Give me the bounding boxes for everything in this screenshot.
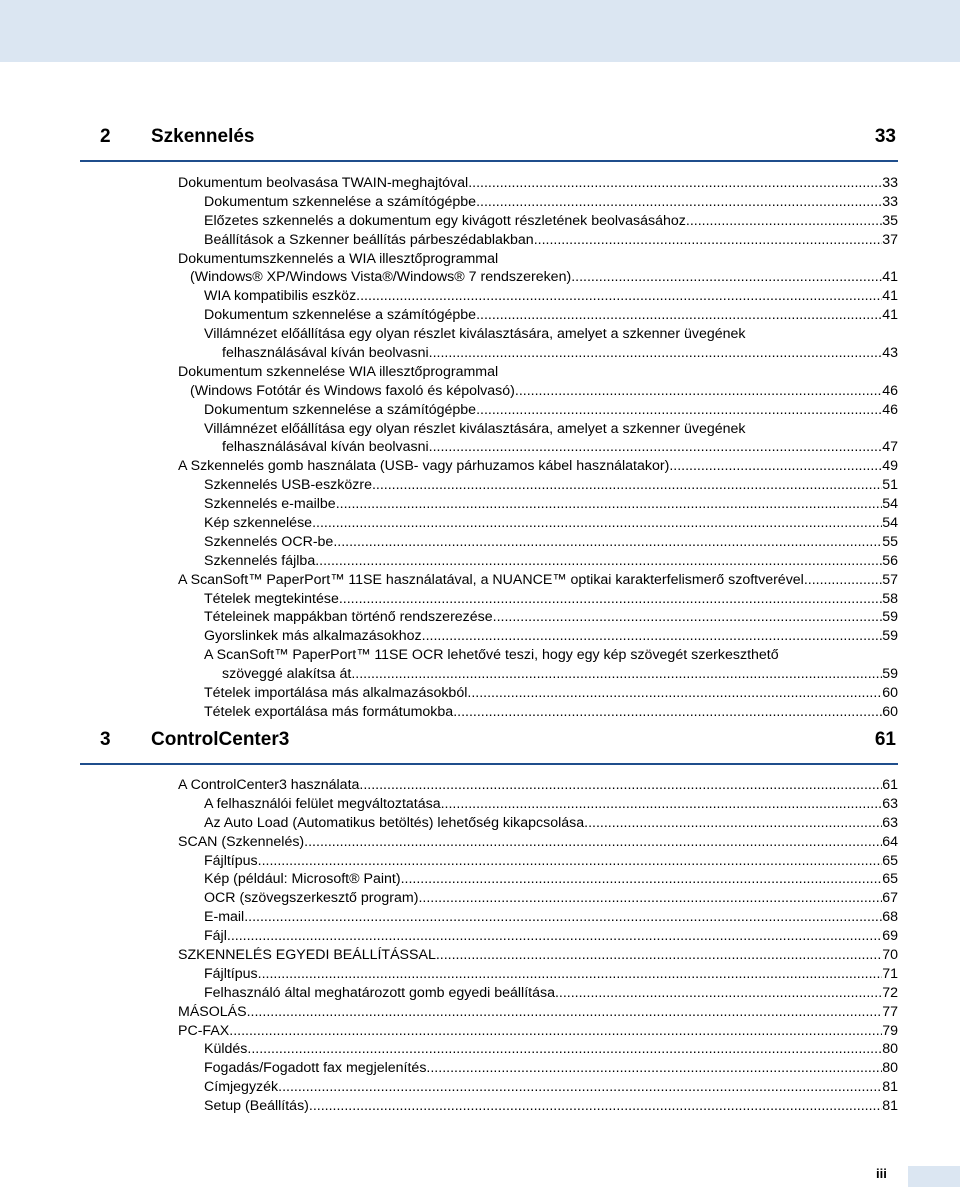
footer-tab	[908, 1166, 960, 1187]
dot-leader	[555, 984, 882, 1003]
toc-entry-label: Fájl	[204, 928, 227, 945]
toc-entry-page: 79	[882, 1022, 898, 1039]
dot-leader	[436, 946, 882, 965]
toc-entry[interactable]	[204, 552, 898, 571]
dot-leader	[359, 776, 882, 795]
toc-entry-label: MÁSOLÁS	[178, 1003, 247, 1020]
toc-entry[interactable]	[204, 193, 898, 212]
chapter-title: ControlCenter3	[151, 729, 290, 750]
dot-leader	[441, 795, 883, 814]
toc-entry-page: 54	[882, 515, 898, 532]
dot-leader	[244, 908, 882, 927]
toc-entry-page: 72	[882, 984, 898, 1001]
toc-entry[interactable]	[178, 1003, 898, 1022]
dot-leader	[372, 476, 882, 495]
chapter-heading-3	[80, 723, 898, 765]
toc-entry[interactable]	[222, 665, 898, 684]
toc-entry[interactable]	[204, 401, 898, 420]
toc-entry-page: 65	[882, 871, 898, 888]
toc-entry-label: Szkennelés OCR-be	[204, 533, 334, 550]
toc-entry[interactable]	[204, 852, 898, 871]
dot-leader	[418, 889, 882, 908]
toc-entry[interactable]	[178, 174, 898, 193]
toc-entry-page: 65	[882, 852, 898, 869]
footer-page-number: iii	[876, 1166, 887, 1181]
dot-leader	[669, 457, 882, 476]
toc-entry-continuation: felhasználásával kíván beolvasni	[222, 439, 429, 456]
toc-entry-label: Fájltípus	[204, 852, 258, 869]
toc-entry-page: 63	[882, 795, 898, 812]
toc-entry-label: A ControlCenter3 használata	[178, 777, 360, 793]
toc-entry-page: 59	[882, 628, 898, 645]
toc-entry-continuation: (Windows Fotótár és Windows faxoló és képolvasó)	[190, 382, 515, 399]
dot-leader	[429, 438, 883, 457]
dot-leader	[258, 965, 883, 984]
toc-entry-page: 81	[882, 1079, 898, 1096]
dot-leader	[429, 344, 883, 363]
toc-entry[interactable]	[204, 533, 898, 552]
toc-entry-label: Az Auto Load (Automatikus betöltés) lehetőség kikapcsolása	[204, 814, 585, 831]
toc-entry-page: 60	[882, 703, 898, 720]
toc-entry-label[interactable]: Dokumentumszkennelés a WIA illesztőprogrammal	[178, 250, 499, 267]
toc-entry-label: PC-FAX	[178, 1022, 230, 1039]
dot-leader	[493, 608, 883, 627]
top-header-bar	[0, 0, 960, 62]
toc-entry[interactable]	[178, 776, 898, 795]
dot-leader	[534, 231, 883, 250]
toc-entry-label: Tételek importálása más alkalmazásokból	[204, 685, 468, 702]
toc-entry-label[interactable]: Dokumentum szkennelése WIA illesztőprogrammal	[178, 363, 499, 380]
dot-leader	[312, 514, 882, 533]
toc-entry-page: 33	[882, 193, 898, 210]
toc-entry-page: 41	[882, 307, 898, 324]
toc-entry[interactable]	[204, 965, 898, 984]
toc-entry-label[interactable]: A ScanSoft™ PaperPort™ 11SE OCR lehetővé teszi, hogy egy kép szövegét szerkeszthető	[204, 647, 779, 664]
toc-entry-page: 70	[882, 947, 898, 964]
toc-entry-label: Küldés	[204, 1041, 248, 1058]
dot-leader	[247, 1003, 883, 1022]
toc-entry-label: Szkennelés fájlba	[204, 552, 316, 569]
toc-entry-page: 49	[882, 458, 898, 475]
toc-entry[interactable]	[204, 1097, 898, 1116]
toc-entry[interactable]	[204, 908, 898, 927]
toc-entry-label: Dokumentum szkennelése a számítógépbe	[204, 401, 477, 418]
toc-entry[interactable]	[204, 889, 898, 908]
chapter-number: 2	[100, 126, 111, 147]
toc-entry-label: Dokumentum szkennelése a számítógépbe	[204, 193, 477, 210]
toc-entry-page: 33	[882, 175, 898, 191]
toc-entry[interactable]	[178, 946, 898, 965]
toc-entry-page: 35	[882, 212, 898, 229]
toc-entry-label: Gyorslinkek más alkalmazásokhoz	[204, 628, 422, 645]
toc-entry-label: Címjegyzék	[204, 1079, 279, 1096]
toc-entry[interactable]	[178, 571, 898, 590]
toc-entry-page: 59	[882, 666, 898, 683]
toc-entry[interactable]	[204, 495, 898, 514]
dot-leader	[401, 870, 883, 889]
toc-entry-label: OCR (szövegszerkesztő program)	[204, 890, 419, 907]
dot-leader	[468, 174, 882, 193]
toc-entry[interactable]	[204, 287, 898, 306]
toc-entry-label: A felhasználói felület megváltoztatása	[204, 795, 441, 812]
toc-entry[interactable]	[190, 268, 898, 287]
toc-list-chapter-3	[0, 776, 960, 1116]
dot-leader	[584, 814, 882, 833]
toc-entry[interactable]	[178, 833, 898, 852]
toc-entry[interactable]	[204, 212, 898, 231]
toc-entry-page: 51	[882, 477, 898, 494]
chapter-page: 61	[874, 729, 896, 750]
toc-entry-label: Felhasználó által meghatározott gomb egyedi beállítása	[204, 984, 555, 1001]
toc-entry-page: 43	[882, 345, 898, 362]
dot-leader	[356, 287, 882, 306]
toc-entry-page: 68	[882, 909, 898, 926]
toc-entry[interactable]	[178, 457, 898, 476]
toc-entry-label: E-mail	[204, 909, 245, 926]
toc-entry[interactable]	[204, 476, 898, 495]
toc-entry-label: Tételeinek mappákban történő rendszerezése	[204, 609, 493, 626]
dot-leader	[426, 1059, 882, 1078]
toc-entry-page: 80	[882, 1041, 898, 1058]
toc-entry[interactable]	[204, 984, 898, 1003]
toc-entry-page: 37	[882, 231, 898, 248]
toc-entry[interactable]	[204, 306, 898, 325]
toc-entry-continuation: szöveggé alakítsa át	[222, 666, 352, 683]
toc-entry-page: 41	[882, 288, 898, 305]
dot-leader	[476, 401, 882, 420]
chapter-page: 33	[874, 126, 896, 147]
toc-entry-page: 69	[882, 928, 898, 945]
dot-leader	[247, 1040, 882, 1059]
toc-entry[interactable]	[204, 1040, 898, 1059]
toc-entry[interactable]	[222, 438, 898, 457]
toc-entry-page: 46	[882, 401, 898, 418]
chapter-number: 3	[100, 729, 111, 750]
dot-leader	[515, 382, 882, 401]
toc-entry[interactable]	[204, 795, 898, 814]
dot-leader	[804, 571, 882, 590]
toc-entry-label[interactable]: Villámnézet előállítása egy olyan részlet kiválasztására, amelyet a szkenner üvegének	[204, 326, 746, 343]
dot-leader	[476, 193, 882, 212]
toc-entry-label: Beállítások a Szkenner beállítás párbeszédablakban	[204, 231, 534, 248]
toc-entry[interactable]	[204, 231, 898, 250]
toc-entry-page: 80	[882, 1060, 898, 1077]
toc-entry-continuation: felhasználásával kíván beolvasni	[222, 345, 429, 362]
toc-entry[interactable]	[204, 1059, 898, 1078]
dot-leader	[304, 833, 882, 852]
dot-leader	[336, 495, 883, 514]
dot-leader	[229, 1022, 882, 1041]
dot-leader	[351, 665, 882, 684]
toc-entry-label: Szkennelés e-mailbe	[204, 496, 336, 513]
dot-leader	[571, 268, 882, 287]
toc-entry[interactable]	[204, 590, 898, 609]
toc-entry-continuation: (Windows® XP/Windows Vista®/Windows® 7 rendszereken)	[190, 269, 572, 286]
toc-entry-label: Dokumentum beolvasása TWAIN-meghajtóval	[178, 175, 469, 191]
toc-entry-label: Setup (Beállítás)	[204, 1098, 309, 1115]
dot-leader	[258, 852, 883, 871]
toc-entry-label: Kép szkennelése	[204, 515, 313, 532]
toc-entry-page: 47	[882, 439, 898, 456]
toc-entry[interactable]	[204, 514, 898, 533]
toc-entry-page: 63	[882, 814, 898, 831]
toc-entry-label: Fájltípus	[204, 965, 258, 982]
toc-entry-label[interactable]: Villámnézet előállítása egy olyan részlet kiválasztására, amelyet a szkenner üvegének	[204, 420, 746, 437]
toc-entry[interactable]	[204, 627, 898, 646]
toc-entry-page: 77	[882, 1003, 898, 1020]
toc-entry-page: 58	[882, 590, 898, 607]
dot-leader	[476, 306, 882, 325]
toc-entry-page: 46	[882, 382, 898, 399]
toc-entry[interactable]	[190, 382, 898, 401]
toc-entry-label: Tételek megtekintése	[204, 590, 339, 607]
toc-entry-page: 71	[882, 965, 898, 982]
toc-entry-page: 59	[882, 609, 898, 626]
toc-entry[interactable]	[204, 814, 898, 833]
toc-entry-label: SCAN (Szkennelés)	[178, 833, 305, 850]
toc-entry-page: 61	[882, 777, 898, 793]
toc-entry-label: Fogadás/Fogadott fax megjelenítés	[204, 1060, 427, 1077]
toc-entry-label: SZKENNELÉS EGYEDI BEÁLLÍTÁSSAL	[178, 947, 436, 964]
toc-entry-label: Dokumentum szkennelése a számítógépbe	[204, 307, 477, 324]
toc-entry-label: Előzetes szkennelés a dokumentum egy kivágott részletének beolvasásához	[204, 212, 686, 229]
dot-leader	[339, 590, 882, 609]
toc-entry[interactable]	[204, 870, 898, 889]
dot-leader	[278, 1078, 882, 1097]
toc-entry-page: 41	[882, 269, 898, 286]
dot-leader	[686, 212, 882, 231]
toc-entry[interactable]	[204, 1078, 898, 1097]
toc-entry-page: 60	[882, 685, 898, 702]
toc-list-chapter-2	[0, 174, 960, 722]
toc-entry-page: 67	[882, 890, 898, 907]
toc-entry-page: 54	[882, 496, 898, 513]
toc-entry-page: 57	[882, 571, 898, 588]
toc-entry[interactable]	[204, 684, 898, 703]
dot-leader	[309, 1097, 882, 1116]
dot-leader	[333, 533, 882, 552]
toc-entry-label: A ScanSoft™ PaperPort™ 11SE használatával, a NUANCE™ optikai karakterfelismerő szoftverével	[178, 571, 804, 588]
dot-leader	[467, 684, 882, 703]
chapter-heading-2	[80, 120, 898, 162]
toc-entry-label: Kép (például: Microsoft® Paint)	[204, 871, 401, 888]
toc-entry-page: 81	[882, 1098, 898, 1115]
chapter-title: Szkennelés	[151, 126, 255, 147]
toc-entry-label: Tételek exportálása más formátumokba	[204, 703, 454, 720]
toc-entry-label: WIA kompatibilis eszköz	[204, 288, 357, 305]
toc-entry[interactable]	[222, 344, 898, 363]
toc-entry[interactable]	[204, 703, 898, 722]
toc-entry-page: 64	[882, 833, 898, 850]
toc-entry-page: 55	[882, 533, 898, 550]
dot-leader	[422, 627, 883, 646]
toc-entry[interactable]	[204, 927, 898, 946]
toc-entry-label: A Szkennelés gomb használata (USB- vagy párhuzamos kábel használatakor)	[178, 458, 670, 475]
dot-leader	[453, 703, 882, 722]
dot-leader	[227, 927, 882, 946]
toc-entry[interactable]	[178, 1022, 898, 1041]
toc-entry[interactable]	[204, 608, 898, 627]
toc-entry-page: 56	[882, 552, 898, 569]
toc-entry-label: Szkennelés USB-eszközre	[204, 477, 372, 494]
dot-leader	[315, 552, 882, 571]
